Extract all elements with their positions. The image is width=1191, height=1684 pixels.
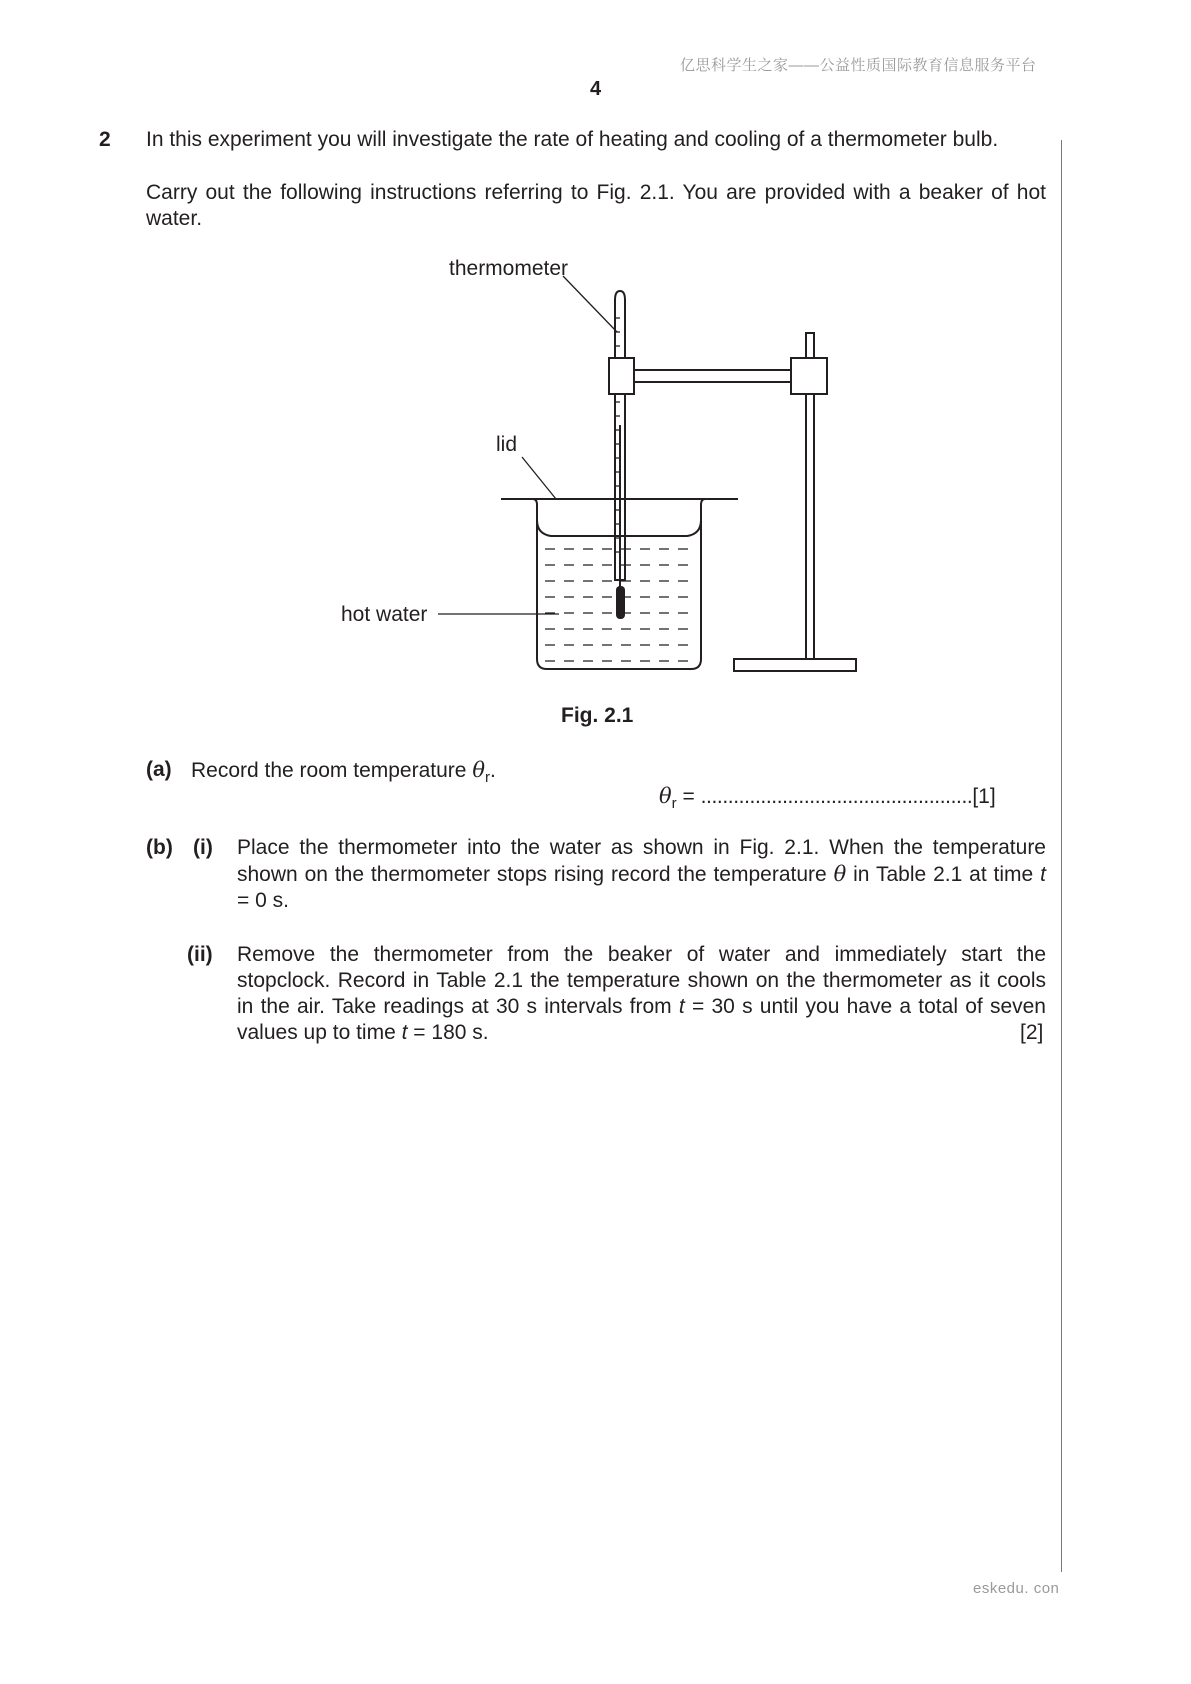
part-b-ii-text [237,942,1046,1046]
part-a-period: . [489,759,496,782]
question-intro: In this experiment you will investigate the rate of heating and cooling of a thermometer bulb. [146,128,999,151]
part-a-answer-line [659,783,996,817]
question-number: 2 [99,128,111,151]
figure-caption: Fig. 2.1 [561,704,634,727]
label-hot-water: hot water [341,603,428,626]
b-i-text3: = 0 s. [237,889,289,912]
part-b-i-label: (i) [193,836,213,859]
answer-subscript: r [671,795,677,813]
part-a-text [191,757,496,791]
b-i-t: t [1040,863,1046,886]
b-ii-text3: = 180 s. [413,1021,489,1044]
header-watermark: 亿思科学生之家——公益性质国际教育信息服务平台 [680,57,1037,74]
part-a-subscript: r [484,769,490,787]
answer-equals: = [682,785,695,808]
clamp-arm [634,370,793,382]
b-ii-text1: Remove the thermometer from the beaker of water and immediately start the stopclock. Record in Table 2.1 the temperature shown on the thermometer as it cools in the air. Take readings at 30 s intervals from [237,943,1046,1018]
part-b-label: (b) [146,836,173,859]
b-ii-t2: t [401,1021,408,1044]
page-number: 4 [590,78,602,100]
part-b-i-text [237,835,1046,914]
b-i-theta: θ [833,862,847,886]
b-ii-t1: t [678,995,685,1018]
part-a-marks: [1] [972,785,996,808]
b-i-text2: in Table 2.1 at time [853,863,1034,886]
thermometer-clamp [609,358,634,394]
question-instructions: Carry out the following instructions referring to Fig. 2.1. You are provided with a beaker of hot water. [146,181,1046,230]
label-lid: lid [496,433,518,456]
part-b-ii-label: (ii) [187,943,213,966]
thermometer-bulb [616,586,625,619]
label-thermometer: thermometer [449,257,569,280]
stand-base [734,659,856,671]
part-b-ii-marks: [2] [1020,1021,1044,1044]
b-i-text1: Place the thermometer into the water as shown in Fig. 2.1. When the temperature shown on the thermometer stops rising record the temperature [237,836,1046,886]
figure-2-1 [0,0,1191,740]
part-a-theta: θ [472,758,485,782]
answer-dots[interactable]: .................................................. [700,785,973,808]
answer-theta: θ [659,784,672,808]
lid-leader [522,457,556,499]
footer-watermark: eskedu. con [973,1580,1060,1597]
part-a-label: (a) [146,758,172,781]
thermometer-leader [563,276,617,332]
b-ii-text2: = 30 s until you have a total of seven values up to time [237,995,1046,1044]
part-a-prompt: Record the room temperature [191,759,467,782]
stand-boss [791,358,827,394]
